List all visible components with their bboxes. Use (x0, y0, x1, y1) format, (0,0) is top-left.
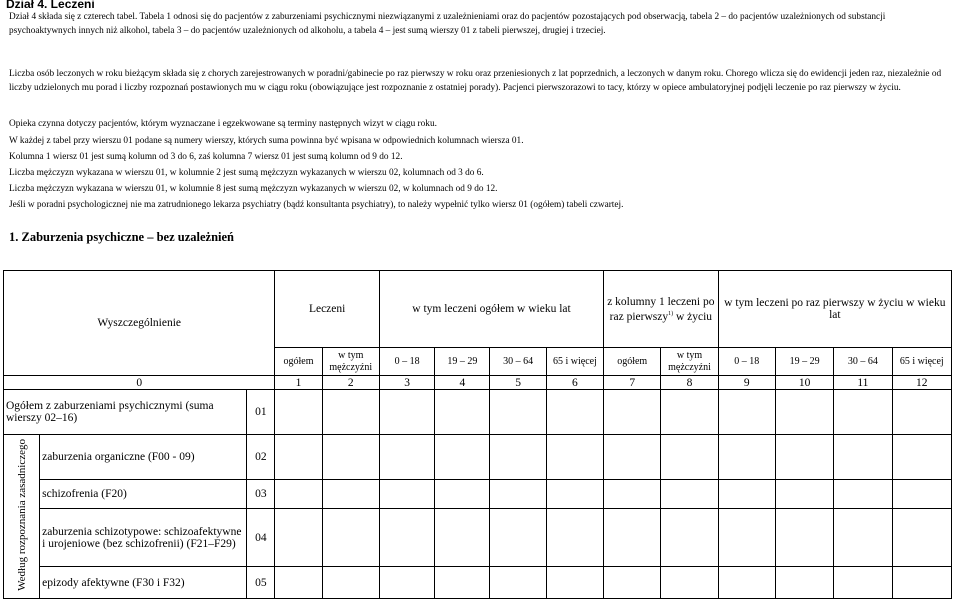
colnum-2: 2 (322, 376, 379, 390)
cell-input[interactable] (379, 390, 434, 435)
subheader-age-0-18: 0 – 18 (379, 348, 434, 376)
header-leczeni: Leczeni (275, 271, 380, 348)
cell-input[interactable] (604, 480, 661, 509)
cell-input[interactable] (322, 509, 379, 567)
cell-input[interactable] (435, 480, 490, 509)
cell-input[interactable] (490, 435, 546, 480)
colnum-9: 9 (718, 376, 775, 390)
group-label: Według rozpoznania zasadniczego (15, 439, 28, 591)
subheader-w-tym-mezczyzni-2: w tym mężczyźni (661, 348, 718, 376)
cell-input[interactable] (604, 509, 661, 567)
cell-input[interactable] (661, 509, 718, 567)
cell-input[interactable] (379, 509, 434, 567)
row-label: epizody afektywne (F30 i F32) (40, 567, 247, 599)
cell-input[interactable] (661, 435, 718, 480)
subheader-age-0-18-2: 0 – 18 (718, 348, 775, 376)
cell-input[interactable] (435, 435, 490, 480)
colnum-3: 3 (379, 376, 434, 390)
cell-input[interactable] (435, 509, 490, 567)
cell-input[interactable] (435, 390, 490, 435)
table-row (4, 480, 952, 509)
cell-input[interactable] (275, 509, 322, 567)
paragraph-leczeni: Liczba osób leczonych w roku bieżącym składa się z chorych zarejestrowanych w poradni/gabinecie po raz pierwszy w roku oraz przeniesionych z lat poprzednich, a leczonych w danym roku. Chorego wlicza się do ewidencji jeden raz, niezależnie od liczby udzielonych mu porad i liczby rozpoznań postawionych mu w ciągu roku (obowiązujące jest rozpoznanie z ostatniej porady). Pacjenci pierwszorazowi to tacy, którzy w opiece ambulatoryjnej podjęli leczenie po raz pierwszy w życiu. (9, 69, 942, 93)
row-label-total: Ogółem z zaburzeniami psychicznymi (suma wierszy 02–16) (4, 390, 247, 435)
cell-input[interactable] (546, 435, 603, 480)
colnum-0: 0 (4, 376, 275, 390)
colnum-6: 6 (546, 376, 603, 390)
table-row (4, 509, 952, 567)
row-num: 05 (247, 567, 275, 599)
colnum-4: 4 (435, 376, 490, 390)
header-w-tym-pierwszy: w tym leczeni po raz pierwszy w życiu w wieku lat (718, 271, 951, 348)
cell-input[interactable] (718, 509, 775, 567)
cell-input[interactable] (775, 509, 833, 567)
row-num: 02 (247, 435, 275, 480)
colnum-8: 8 (661, 376, 718, 390)
subheader-age-30-64: 30 – 64 (490, 348, 546, 376)
paragraph-intro: Dział 4 składa się z czterech tabel. Tabela 1 odnosi się do pacjentów z zaburzeniami psychicznymi niezwiązanymi z uzależnieniami oraz do pacjentów pozostających pod obserwacją, tabela 2 – do pacjentów uzależnionych od substancji psychoaktywnych innych niż alkohol, tabela 3 – do pacjentów uzależnionych od alkoholu, a tabela 4 – jest sumą wierszy 01 z tabeli pierwszej, drugiej i trzeciej. (9, 12, 886, 36)
cell-input[interactable] (892, 390, 951, 435)
paragraph-poradnia: Jeśli w poradni psychologicznej nie ma zatrudnionego lekarza psychiatry (bądź konsultanta psychiatry), to należy wypełnić tylko wiersz 01 (ogółem) tabeli czwartej. (9, 200, 624, 210)
row-label: schizofrenia (F20) (40, 480, 247, 509)
cell-input[interactable] (322, 480, 379, 509)
data-table (3, 270, 952, 599)
cell-input[interactable] (661, 390, 718, 435)
colnum-1: 1 (275, 376, 322, 390)
cell-input[interactable] (661, 480, 718, 509)
cell-input[interactable] (379, 435, 434, 480)
group-label-cell (4, 435, 40, 599)
cell-input[interactable] (604, 390, 661, 435)
cell-input[interactable] (546, 509, 603, 567)
cell-input[interactable] (490, 390, 546, 435)
section-heading: Dział 4. Leczeni (6, 0, 95, 11)
row-num-total: 01 (247, 390, 275, 435)
cell-input[interactable] (322, 390, 379, 435)
row-num: 03 (247, 480, 275, 509)
colnum-12: 12 (892, 376, 951, 390)
cell-input[interactable] (546, 390, 603, 435)
row-label: zaburzenia schizotypowe: schizoafektywne i urojeniowe (bez schizofrenii) (F21–F29) (40, 509, 247, 567)
table-row (4, 435, 952, 480)
cell-input[interactable] (322, 435, 379, 480)
paragraph-kolumna1: Kolumna 1 wiersz 01 jest sumą kolumn od 3 do 6, zaś kolumna 7 wiersz 01 jest sumą kolumn od 9 do 12. (9, 152, 403, 162)
table-row-total (4, 390, 952, 435)
cell-input[interactable] (834, 509, 892, 567)
row-label: zaburzenia organiczne (F00 - 09) (40, 435, 247, 480)
subheader-ogolem-2: ogółem (604, 348, 661, 376)
cell-input[interactable] (275, 480, 322, 509)
subheader-age-65-2: 65 i więcej (892, 348, 951, 376)
cell-input[interactable] (892, 480, 951, 509)
paragraph-mezczyzni-k2: Liczba mężczyzn wykazana w wierszu 01, w kolumnie 2 jest sumą mężczyzn wykazanych w wierszu 02, kolumnach od 3 do 6. (9, 168, 484, 178)
subheader-age-30-64-2: 30 – 64 (834, 348, 892, 376)
cell-input[interactable] (892, 435, 951, 480)
colnum-10: 10 (775, 376, 833, 390)
row-num: 04 (247, 509, 275, 567)
cell-input[interactable] (275, 435, 322, 480)
cell-input[interactable] (718, 435, 775, 480)
cell-input[interactable] (775, 480, 833, 509)
cell-input[interactable] (490, 480, 546, 509)
paragraph-opieka: Opieka czynna dotyczy pacjentów, którym wyznaczane i egzekwowane są terminy następnych wizyt w ciągu roku. (9, 119, 437, 129)
cell-input[interactable] (490, 509, 546, 567)
cell-input[interactable] (546, 480, 603, 509)
subheader-age-19-29: 19 – 29 (435, 348, 490, 376)
cell-input[interactable] (275, 390, 322, 435)
cell-input[interactable] (775, 435, 833, 480)
cell-input[interactable] (604, 435, 661, 480)
paragraph-mezczyzni-k8: Liczba mężczyzn wykazana w wierszu 01, w kolumnie 8 jest sumą mężczyzn wykazanych w wierszu 02, w kolumnach od 9 do 12. (9, 184, 498, 194)
subheader-age-19-29-2: 19 – 29 (775, 348, 833, 376)
colnum-5: 5 (490, 376, 546, 390)
subheader-w-tym-mezczyzni: w tym mężczyźni (322, 348, 379, 376)
cell-input[interactable] (718, 480, 775, 509)
colnum-11: 11 (834, 376, 892, 390)
colnum-7: 7 (604, 376, 661, 390)
cell-input[interactable] (379, 480, 434, 509)
cell-input[interactable] (834, 390, 892, 435)
subheader-ogolem: ogółem (275, 348, 322, 376)
cell-input[interactable] (775, 390, 833, 435)
header-w-tym-leczeni: w tym leczeni ogółem w wieku lat (379, 271, 603, 348)
cell-input[interactable] (834, 480, 892, 509)
header-z-kolumny-1: z kolumny 1 leczeni po raz pierwszy$^{1)}$ w życiu (604, 271, 719, 348)
cell-input[interactable] (718, 390, 775, 435)
subheader-age-65: 65 i więcej (546, 348, 603, 376)
cell-input[interactable] (892, 509, 951, 567)
cell-input[interactable] (834, 435, 892, 480)
paragraph-wiersz01: W każdej z tabel przy wierszu 01 podane są numery wierszy, których suma powinna być wpisana w odpowiednich kolumnach wiersza 01. (9, 136, 524, 146)
header-wyszczegolnienie: Wyszczególnienie (4, 271, 275, 376)
table-title: 1. Zaburzenia psychiczne – bez uzależnień (9, 230, 234, 244)
